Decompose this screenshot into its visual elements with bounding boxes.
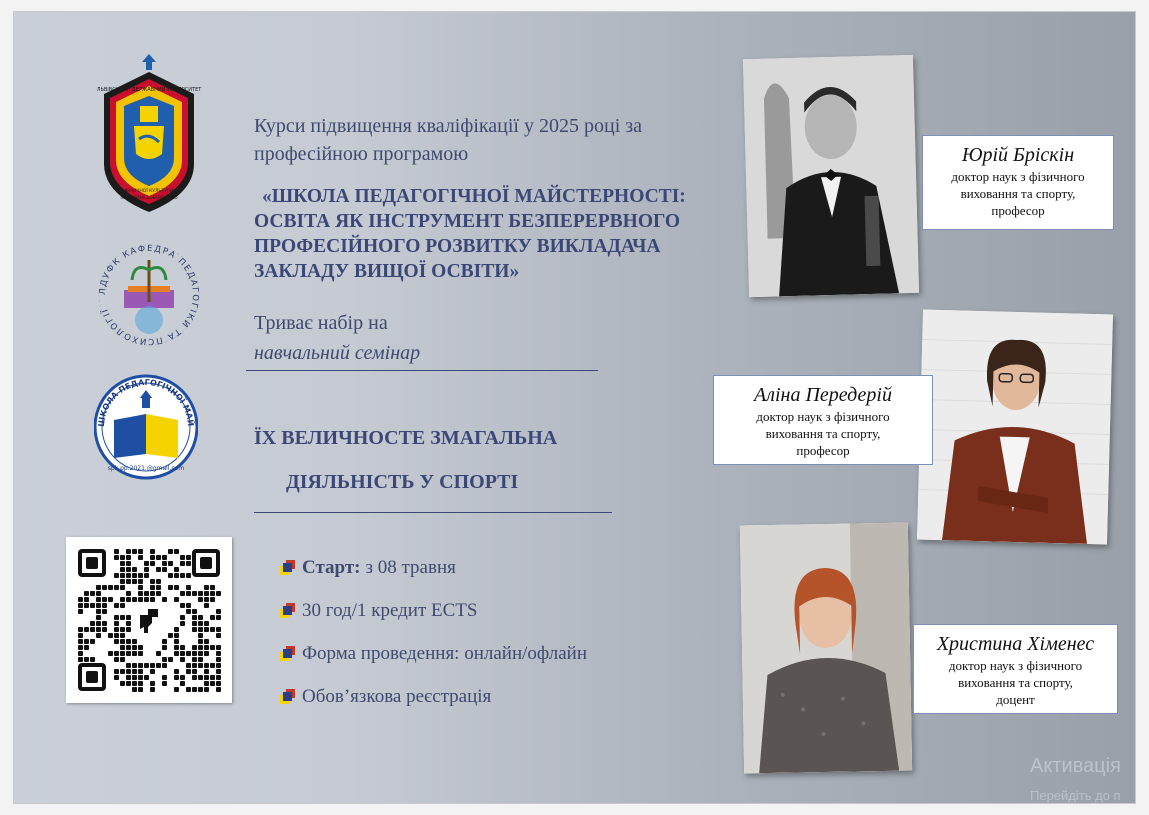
detail-item: [280, 546, 720, 589]
detail-bold: Старт:: [302, 556, 361, 578]
program-title-line-3: ПРОФЕСІЙНОГО РОЗВИТКУ ВИКЛАДАЧА: [254, 236, 661, 257]
detail-text: 30 год/1 кредит ECTS: [302, 599, 478, 621]
seminar-title-line-2: ДІЯЛЬНІСТЬ У СПОРТІ: [286, 471, 519, 493]
qr-code[interactable]: [66, 537, 232, 703]
intro-line-1: Курси підвищення кваліфікації у 2025 році за: [254, 115, 643, 137]
recruitment-text: [254, 308, 554, 368]
bullet-icon: [280, 560, 296, 576]
bullet-icon: [280, 603, 296, 619]
university-logo-top-text: ЛЬВІВСЬКИЙ ДЕРЖАВНИЙ УНІВЕРСИТЕТ: [96, 87, 202, 93]
intro-line-2: професійною програмою: [254, 143, 469, 165]
detail-text: Форма проведення: онлайн/офлайн: [302, 642, 587, 664]
program-title-line-2: ОСВІТА ЯК ІНСТРУМЕНТ БЕЗПЕРЕРВНОГО: [254, 211, 681, 232]
speaker-name-1: Юрій Бріскін: [961, 144, 1075, 166]
speaker-desc-1b: виховання та спорту,: [960, 186, 1076, 201]
speaker-photo-3: [740, 523, 912, 774]
university-logo-bottom-text-2: ІМЕНІ ІВАНА БОБЕРСЬКОГО: [120, 195, 178, 200]
recruitment-line-2: навчальний семінар: [254, 342, 421, 364]
detail-text: з 08 травня: [365, 556, 456, 578]
activation-watermark: Активація: [1030, 755, 1121, 777]
university-logo: [94, 54, 204, 214]
detail-item: [280, 675, 720, 718]
school-logo: [94, 372, 198, 482]
program-title: [254, 184, 774, 284]
speaker-photo-1: [743, 55, 919, 297]
speaker-desc-1c: професор: [991, 203, 1045, 218]
speaker-name-3: Христина Хіменес: [936, 633, 1095, 655]
bullet-icon: [280, 646, 296, 662]
department-ring-text: ЛДУФК КАФЕДРА ПЕДАГОГІКИ ТА ПСИХОЛОГІЇ: [97, 243, 201, 347]
speaker-card-2: [713, 375, 933, 465]
school-ring-text: ШКОЛА ПЕДАГОГІЧНОЇ МАЙ: [96, 377, 196, 428]
recruitment-line-1: Триває набір на: [254, 312, 388, 334]
detail-item: [280, 589, 720, 632]
department-logo: [94, 240, 204, 350]
detail-item: [280, 632, 720, 675]
speaker-name-2: Аліна Передерій: [754, 384, 892, 406]
details-list: [280, 546, 720, 718]
seminar-title: [254, 416, 734, 504]
speaker-desc-2b: виховання та спорту,: [765, 426, 881, 441]
university-logo-bottom-text: ФІЗИЧНОЇ КУЛЬТУРИ: [124, 189, 174, 194]
seminar-title-line-1: ЇХ ВЕЛИЧНОСТЕ ЗМАГАЛЬНА: [254, 427, 558, 449]
detail-text: Обов’язкова реєстрація: [302, 685, 492, 707]
school-email-text: spk.pp.2021.@gmail.com: [107, 465, 185, 472]
speaker-card-1: [922, 135, 1114, 230]
speaker-photo-2: [917, 310, 1113, 545]
program-title-line-4: ЗАКЛАДУ ВИЩОЇ ОСВІТИ»: [254, 261, 520, 282]
activation-watermark-hint: Перейдіть до п: [1030, 788, 1121, 803]
program-title-line-1: «ШКОЛА ПЕДАГОГІЧНОЇ МАЙСТЕРНОСТІ:: [262, 186, 686, 207]
divider-top: [246, 370, 598, 371]
speaker-desc-3c: доцент: [996, 692, 1035, 707]
slide: [14, 12, 1135, 803]
intro-text: [254, 112, 734, 168]
speaker-desc-2a: доктор наук з фізичного: [756, 409, 890, 424]
bullet-icon: [280, 689, 296, 705]
speaker-desc-3b: виховання та спорту,: [958, 675, 1073, 690]
speaker-desc-2c: професор: [796, 443, 850, 458]
divider-bottom: [254, 512, 612, 513]
speaker-desc-1a: доктор наук з фізичного: [951, 169, 1085, 184]
speaker-card-3: [913, 624, 1118, 714]
speaker-desc-3a: доктор наук з фізичного: [948, 658, 1083, 673]
